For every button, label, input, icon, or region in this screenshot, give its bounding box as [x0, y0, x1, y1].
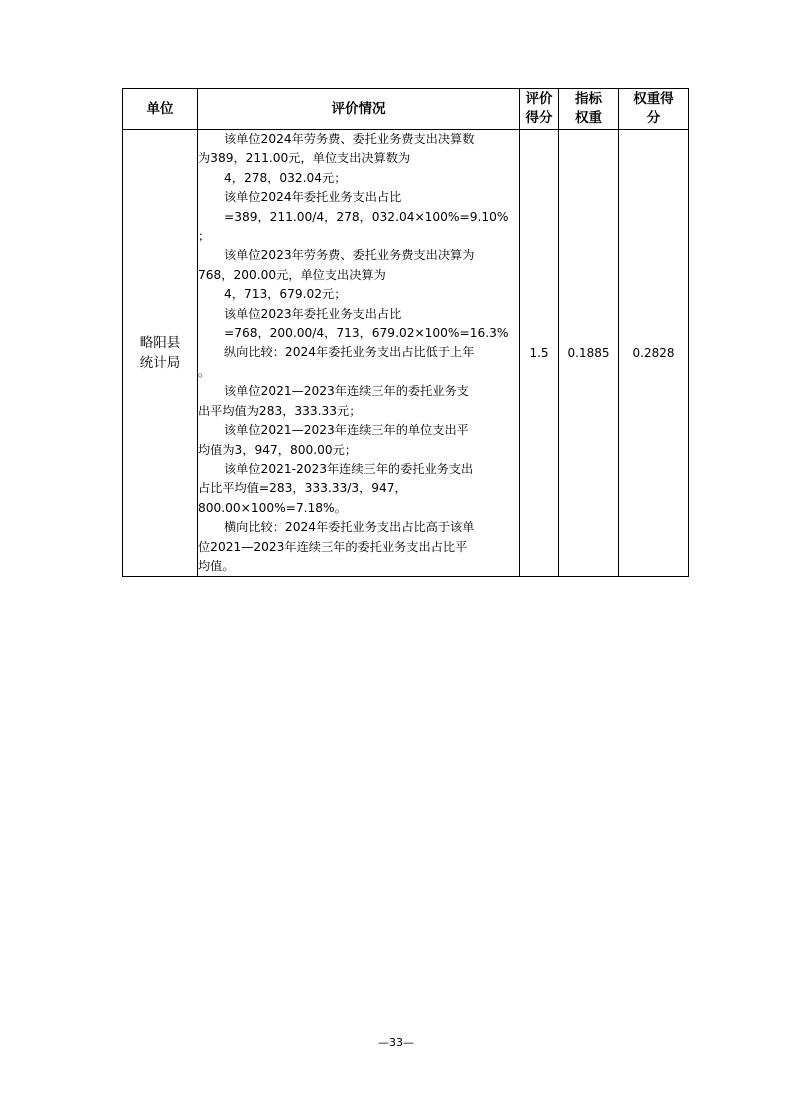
weight-cell: 0.1885 — [559, 130, 619, 577]
table-row — [123, 130, 689, 577]
evaluation-line: 占比平均值=283，333.33/3，947， — [198, 481, 407, 496]
header-evaluation: 评价情况 — [198, 89, 520, 130]
page-number: —33— — [378, 1036, 414, 1049]
evaluation-line: 该单位2023年劳务费、委托业务费支出决算为 — [224, 248, 475, 263]
header-score — [520, 89, 559, 130]
evaluation-line: 该单位2024年劳务费、委托业务费支出决算数 — [224, 132, 475, 146]
header-weighted-score — [619, 89, 689, 130]
header-weight-line: 权重 — [575, 110, 602, 126]
unit-cell — [123, 130, 198, 577]
evaluation-line: 该单位2021—2023年连续三年的委托业务支 — [224, 384, 469, 399]
evaluation-line: 768，200.00元，单位支出决算为 — [198, 267, 386, 282]
evaluation-line: 该单位2024年委托业务支出占比 — [224, 190, 402, 205]
header-weight — [559, 89, 619, 130]
header-row — [123, 89, 689, 130]
evaluation-table — [122, 88, 689, 577]
header-weighted-line: 分 — [646, 110, 661, 126]
evaluation-line: ； — [198, 229, 211, 244]
evaluation-line: 该单位2021—2023年连续三年的单位支出平 — [224, 423, 469, 438]
unit-name-line: 统计局 — [139, 355, 181, 372]
evaluation-line: =389，211.00/4，278，032.04×100%=9.10% — [224, 209, 509, 224]
evaluation-line: =768，200.00/4，713，679.02×100%=16.3% — [224, 326, 509, 341]
evaluation-line: 为389，211.00元，单位支出决算数为 — [198, 151, 411, 166]
evaluation-line: 该单位2023年委托业务支出占比 — [224, 306, 402, 321]
evaluation-cell — [198, 130, 520, 577]
evaluation-line: 出平均值为283，333.33元； — [198, 403, 362, 418]
evaluation-line: 800.00×100%=7.18%。 — [198, 500, 347, 515]
evaluation-line: 纵向比较：2024年委托业务支出占比低于上年 — [224, 345, 475, 360]
unit-name-line: 略阳县 — [139, 335, 181, 352]
header-weighted-line: 权重得 — [633, 91, 674, 107]
header-unit: 单位 — [123, 89, 198, 130]
evaluation-line: 该单位2021-2023年连续三年的委托业务支出 — [224, 461, 474, 476]
evaluation-line: 横向比较：2024年委托业务支出占比高于该单 — [224, 520, 475, 535]
evaluation-line: 均值为3，947，800.00元； — [198, 442, 357, 457]
header-weight-line: 指标 — [575, 91, 602, 107]
evaluation-line: 4，713，679.02元； — [224, 287, 347, 302]
weighted-score-cell: 0.2828 — [619, 130, 689, 577]
evaluation-line: 位2021—2023年连续三年的委托业务支出占比平 — [198, 539, 468, 554]
evaluation-line: 4，278，032.04元； — [224, 170, 347, 185]
header-score-line: 得分 — [525, 110, 553, 126]
header-score-line: 评价 — [525, 91, 553, 107]
evaluation-line: 。 — [198, 364, 211, 379]
evaluation-line: 均值。 — [198, 558, 235, 573]
score-cell: 1.5 — [520, 130, 559, 577]
